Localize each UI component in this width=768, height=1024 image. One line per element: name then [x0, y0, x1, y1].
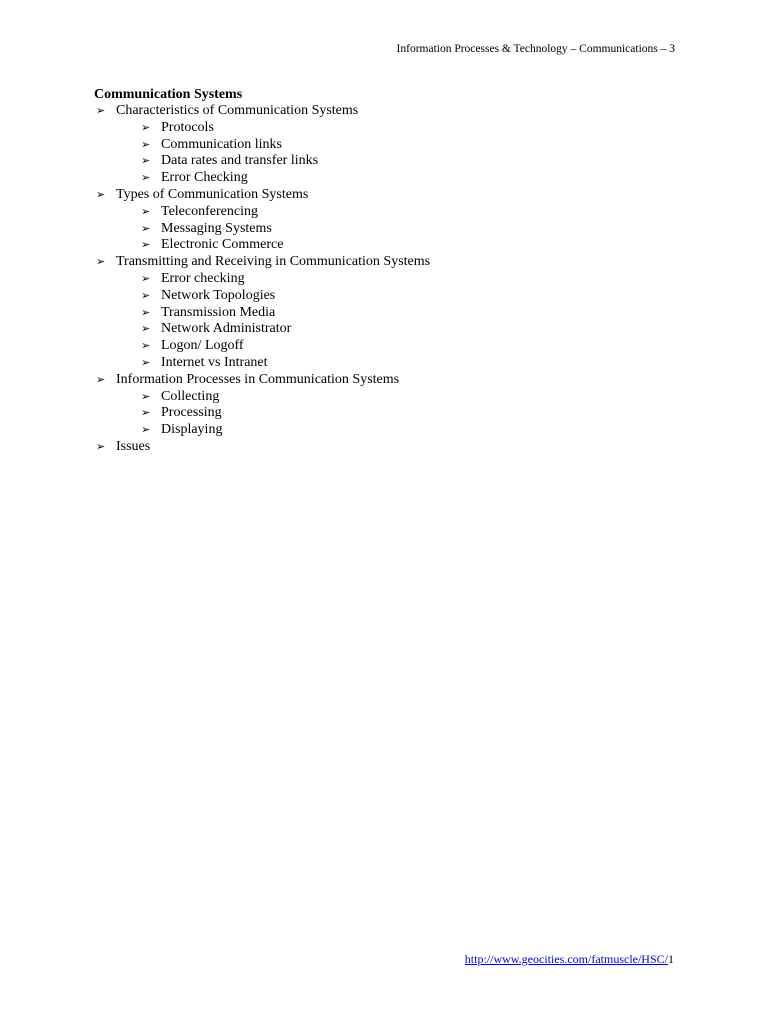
outline-subitem: [94, 305, 694, 322]
outline-subitem-row: [94, 405, 694, 422]
arrow-bullet-icon: ➢: [96, 104, 106, 117]
arrow-bullet-icon: ➢: [141, 389, 151, 403]
outline-section-label: Issues: [116, 438, 151, 454]
document-title: Communication Systems: [94, 87, 243, 102]
outline-subitem: [94, 153, 694, 170]
outline-subitem-label: Logon/ Logoff: [161, 338, 244, 354]
outline-subitem: [94, 405, 694, 422]
outline-subitem-row: [94, 355, 694, 372]
outline-subitem-row: [94, 137, 694, 154]
page-header-text: Information Processes & Technology – Communications – 3: [396, 43, 675, 55]
outline-section-row: [94, 187, 694, 204]
outline-section: [94, 372, 694, 439]
outline-section-row: [94, 439, 694, 456]
outline-subitem: [94, 355, 694, 372]
arrow-bullet-icon: ➢: [141, 305, 151, 319]
arrow-bullet-icon: ➢: [141, 154, 151, 168]
outline-section-row: [94, 254, 694, 271]
outline-subitem-label: Error checking: [161, 270, 245, 286]
outline-subitem-label: Internet vs Intranet: [161, 354, 268, 370]
outline-section-label: Characteristics of Communication Systems: [116, 103, 359, 118]
topic-outline: [94, 103, 694, 456]
arrow-bullet-icon: ➢: [141, 120, 151, 134]
outline-subitem-row: [94, 221, 694, 238]
outline-subitem: [94, 120, 694, 137]
outline-section-label: Transmitting and Receiving in Communication Systems: [116, 254, 431, 270]
arrow-bullet-icon: ➢: [141, 288, 151, 302]
arrow-bullet-icon: ➢: [96, 187, 106, 201]
arrow-bullet-icon: ➢: [141, 423, 151, 437]
outline-subitem-label: Communication links: [161, 136, 282, 152]
outline-subitem-row: [94, 389, 694, 406]
outline-subitem: [94, 237, 694, 254]
outline-subitem: [94, 137, 694, 154]
arrow-bullet-icon: ➢: [141, 406, 151, 420]
arrow-bullet-icon: ➢: [96, 372, 106, 386]
outline-subitem-row: [94, 422, 694, 439]
outline-subitem-row: [94, 204, 694, 221]
arrow-bullet-icon: ➢: [96, 439, 106, 453]
outline-subitem-label: Network Topologies: [161, 287, 276, 303]
outline-subitem-label: Data rates and transfer links: [161, 153, 319, 169]
arrow-bullet-icon: ➢: [141, 355, 151, 369]
outline-section: [94, 103, 694, 187]
outline-subitem-label: Protocols: [161, 119, 214, 135]
outline-section: [94, 439, 694, 456]
arrow-bullet-icon: ➢: [96, 255, 106, 269]
arrow-bullet-icon: ➢: [141, 137, 151, 151]
outline-subitem-row: [94, 305, 694, 322]
outline-subitem-label: Transmission Media: [161, 304, 276, 320]
outline-section: [94, 254, 694, 372]
outline-subitems: [94, 389, 694, 439]
outline-subitem-row: [94, 237, 694, 254]
outline-subitems: [94, 120, 694, 187]
outline-subitem: [94, 338, 694, 355]
outline-section: [94, 187, 694, 254]
outline-subitem-label: Electronic Commerce: [161, 237, 284, 253]
outline-section-row: [94, 372, 694, 389]
outline-subitem-row: [94, 321, 694, 338]
document-content: [94, 86, 694, 456]
outline-subitem-label: Messaging Systems: [161, 220, 272, 236]
outline-subitems: [94, 271, 694, 372]
outline-subitem: [94, 221, 694, 238]
outline-subitem-row: [94, 153, 694, 170]
outline-subitem: [94, 271, 694, 288]
outline-subitem-label: Network Administrator: [161, 321, 292, 337]
outline-section-row: [94, 103, 694, 120]
arrow-bullet-icon: ➢: [141, 271, 151, 285]
outline-subitems: [94, 204, 694, 254]
outline-subitem-label: Processing: [161, 405, 222, 421]
arrow-bullet-icon: ➢: [141, 204, 151, 218]
footer-url-link[interactable]: http://www.geocities.com/fatmuscle/HSC/: [464, 952, 668, 966]
arrow-bullet-icon: ➢: [141, 322, 151, 336]
outline-subitem: [94, 170, 694, 187]
outline-section-label: Information Processes in Communication Systems: [116, 371, 400, 387]
outline-subitem: [94, 204, 694, 221]
outline-subitem: [94, 321, 694, 338]
arrow-bullet-icon: ➢: [141, 221, 151, 235]
outline-subitem-row: [94, 288, 694, 305]
page-footer: [465, 952, 674, 966]
arrow-bullet-icon: ➢: [141, 171, 151, 185]
outline-subitem: [94, 389, 694, 406]
arrow-bullet-icon: ➢: [141, 238, 151, 252]
outline-section-label: Types of Communication Systems: [116, 186, 309, 202]
arrow-bullet-icon: ➢: [141, 339, 151, 353]
outline-subitem: [94, 288, 694, 305]
page-number: 1: [668, 952, 674, 966]
outline-subitem-row: [94, 170, 694, 187]
outline-subitem-row: [94, 120, 694, 137]
outline-subitem: [94, 422, 694, 439]
outline-subitem-label: Error Checking: [161, 170, 248, 186]
outline-subitem-label: Collecting: [161, 388, 220, 404]
page-header: [397, 42, 675, 56]
outline-subitem-row: [94, 338, 694, 355]
outline-subitem-label: Teleconferencing: [161, 203, 258, 219]
outline-subitem-row: [94, 271, 694, 288]
outline-subitem-label: Displaying: [161, 422, 223, 438]
